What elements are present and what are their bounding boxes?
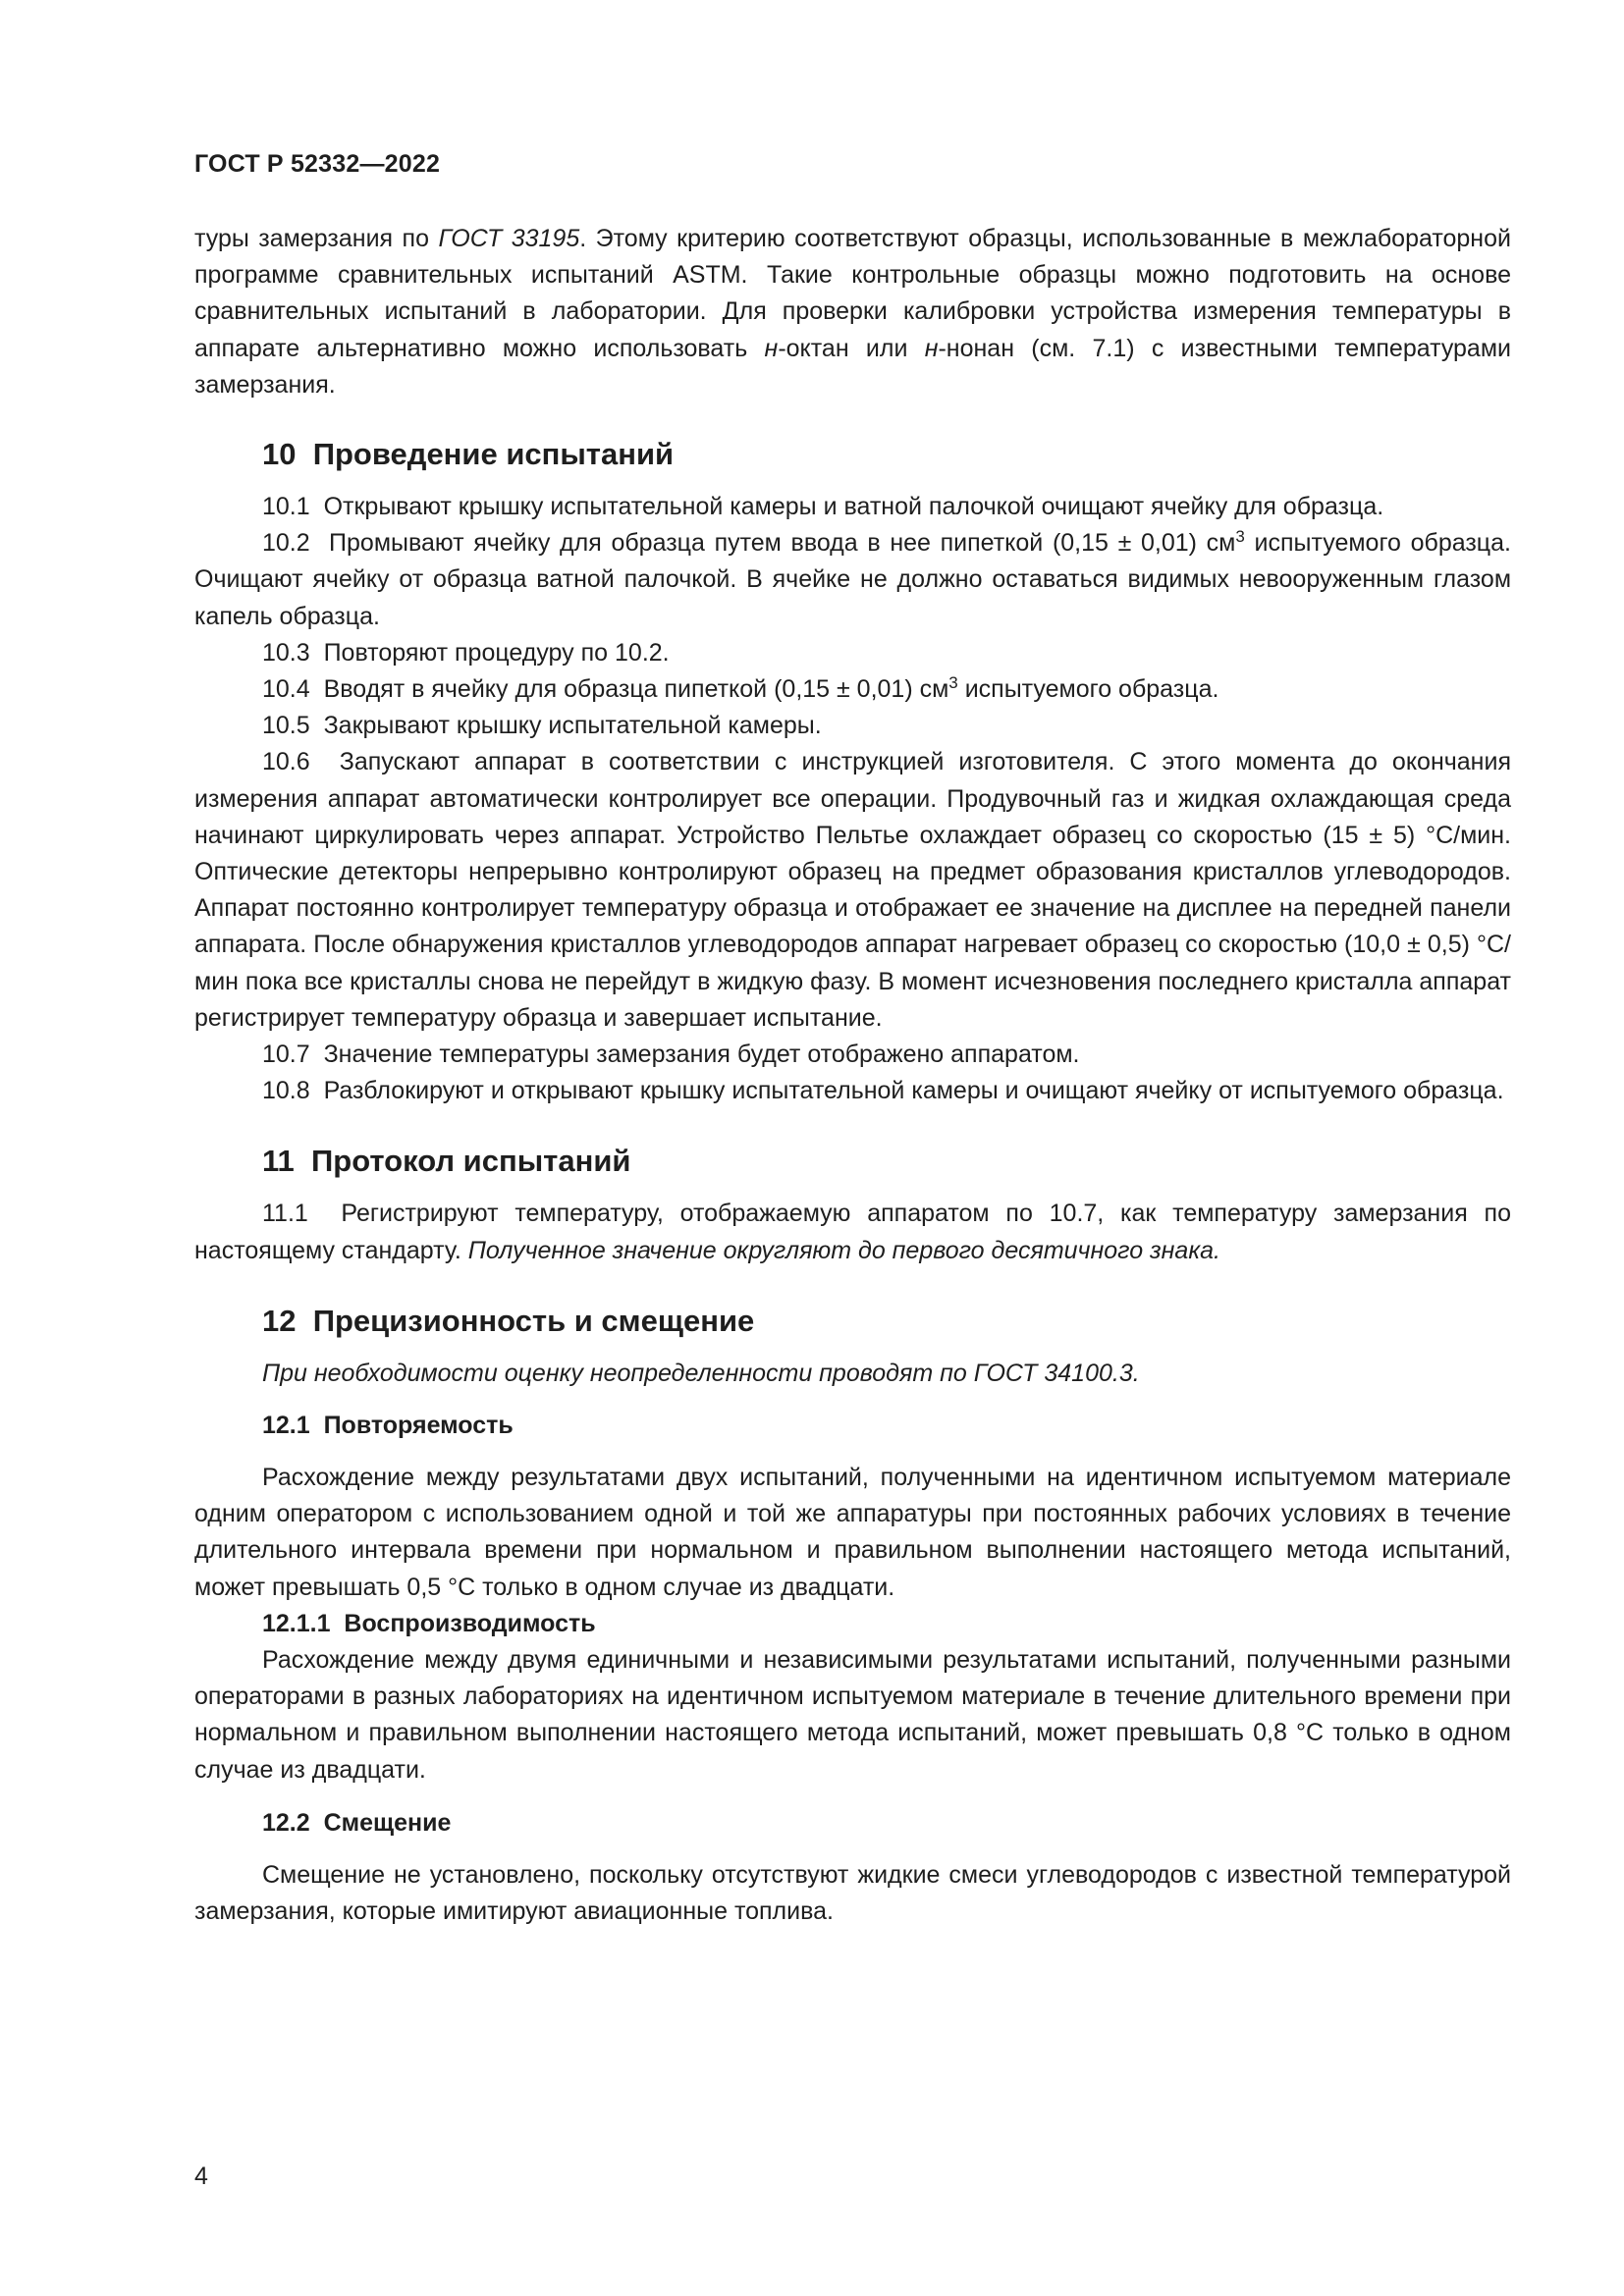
clause-italic-text: Полученное значение округляют до первого десятичного знака. <box>467 1236 1220 1264</box>
intro-text-1: туры замерзания по <box>194 225 439 252</box>
note-text-end: . <box>1132 1359 1140 1387</box>
section-11-title: Протокол испытаний <box>311 1144 631 1179</box>
clause-text: Разблокируют и открывают крышку испытательной камеры и очищают ячейку от испытуемого образца. <box>323 1077 1504 1105</box>
clause-10-8 <box>194 1073 1511 1109</box>
clause-text: Открывают крышку испытательной камеры и ватной палочкой очищают ячейку для образца. <box>323 493 1384 521</box>
subsection-12-1-heading <box>194 1408 1511 1444</box>
clause-number: 10.1 <box>262 493 310 521</box>
subsection-12-2-heading <box>194 1805 1511 1842</box>
clause-11-1 <box>194 1196 1511 1268</box>
clause-number: 10.7 <box>262 1041 310 1069</box>
clause-number: 10.5 <box>262 712 310 740</box>
clause-text: Закрывают крышку испытательной камеры. <box>323 712 822 740</box>
subsection-12-1-text: Расхождение между результатами двух испытаний, полученными на идентичном испытуемом материале одним оператором с использованием одной и той же аппаратуры при постоянных рабочих условиях в течение длительного интервала времени при нормальном и правильном выполнении настоящего метода испытаний, может превышать 0,5 °С только в одном случае из двадцати. <box>194 1464 1511 1601</box>
subsection-12-1-1-heading <box>194 1606 1511 1642</box>
section-11-heading <box>194 1142 1511 1181</box>
subsection-number: 12.1.1 <box>262 1609 331 1637</box>
intro-n-prefix-2: н <box>924 334 939 362</box>
clause-text: Запускают аппарат в соответствии с инструкцией изготовителя. С этого момента до окончания измерения аппарат автоматически контролирует все операции. Продувочный газ и жидкая охлаждающая среда начинают циркулировать через аппарат. Устройство Пельтье охлаждает образец со скоростью (15 ± 5) °С/мин. Оптические детекторы непрерывно контролируют образец на предмет образования кристаллов углеводородов. Аппарат постоянно контролирует температуру образца и отображает ее значение на дисплее на передней панели аппарата. После обнаружения кристаллов углеводородов аппарат нагревает образец со скоростью (10,0 ± 0,5) °С/мин пока все кристаллы снова не перейдут в жидкую фазу. В момент исчезновения последнего кристалла аппарат регистрирует температуру образца и завершает испытание. <box>194 748 1511 1032</box>
clause-10-2 <box>194 525 1511 635</box>
page-content <box>194 221 1511 1930</box>
clause-text-cont: испытуемого образца. Очищают ячейку от образца ватной палочкой. В ячейке не должно оставаться видимых невооруженным глазом капель образца. <box>194 529 1511 630</box>
section-12-heading <box>194 1302 1511 1341</box>
clause-text: Вводят в ячейку для образца пипеткой (0,15 ± 0,01) см <box>323 675 949 704</box>
section-10-heading <box>194 435 1511 474</box>
clause-text: Значение температуры замерзания будет отображено аппаратом. <box>323 1041 1080 1069</box>
clause-10-5 <box>194 708 1511 744</box>
subsection-12-1-1-text: Расхождение между двумя единичными и независимыми результатами испытаний, полученными разными операторами в разных лабораториях на идентичном испытуемом материале в течение длительного времени при нормальном и правильном выполнении настоящего метода испытаний, может превышать 0,8 °С только в одном случае из двадцати. <box>194 1645 1511 1784</box>
clause-number: 10.6 <box>262 748 310 776</box>
section-12-number: 12 <box>262 1303 297 1338</box>
clause-text: Промывают ячейку для образца путем ввода в нее пипеткой (0,15 ± 0,01) см <box>329 529 1236 558</box>
subsection-12-2-text: Смещение не установлено, поскольку отсутствуют жидкие смеси углеводородов с известной температурой замерзания, которые имитируют авиационные топлива. <box>194 1860 1511 1925</box>
gost-reference-link: ГОСТ 33195 <box>438 225 580 252</box>
clause-number: 10.2 <box>262 529 310 558</box>
note-text: При необходимости оценку неопределенности проводят по <box>262 1359 974 1387</box>
page-number: 4 <box>194 2163 208 2190</box>
clause-10-3 <box>194 635 1511 671</box>
gost-reference-link: ГОСТ 34100.3 <box>973 1359 1133 1387</box>
intro-text-2: . Этому критерию соответствуют образцы, использованные в межлабораторной программе сравнительных испытаний ASTM. Такие контрольные образцы можно подготовить на основе сравнительных испытаний в лаборатории. Для проверки калибровки устройства измерения температуры в аппарате альтернативно можно использовать <box>194 225 1511 362</box>
clause-number: 10.4 <box>262 675 310 704</box>
clause-10-4 <box>194 671 1511 708</box>
section-10-title: Проведение испытаний <box>312 437 675 472</box>
subsection-number: 12.1 <box>262 1412 310 1440</box>
section-11-number: 11 <box>262 1144 295 1179</box>
section-10-number: 10 <box>262 437 297 472</box>
clause-text: Регистрируют температуру, отображаемую аппаратом по 10.7, как температуру замерзания по настоящему стандарту. <box>194 1200 1511 1264</box>
intro-n-prefix-1: н <box>764 334 779 362</box>
clause-number: 11.1 <box>262 1200 308 1228</box>
intro-text-3: -октан или <box>778 334 925 362</box>
intro-paragraph <box>194 221 1511 403</box>
intro-text-4: -нонан (см. 7.1) с известными температурами замерзания. <box>194 334 1511 399</box>
page-header: ГОСТ Р 52332—2022 <box>194 150 441 178</box>
clause-text-cont: испытуемого образца. <box>957 675 1219 704</box>
clause-10-6 <box>194 744 1511 1037</box>
subsection-title: Воспроизводимость <box>344 1609 596 1637</box>
subsection-title: Смещение <box>323 1808 452 1837</box>
section-12-note <box>194 1356 1511 1392</box>
clause-number: 10.8 <box>262 1077 310 1105</box>
subsection-title: Повторяемость <box>323 1412 514 1440</box>
superscript-3: 3 <box>1235 527 1245 547</box>
clause-text: Повторяют процедуру по 10.2. <box>323 638 670 667</box>
clause-10-1 <box>194 489 1511 525</box>
superscript-3: 3 <box>948 673 958 693</box>
clause-10-7 <box>194 1037 1511 1073</box>
clause-number: 10.3 <box>262 638 310 667</box>
section-12-title: Прецизионность и смещение <box>312 1303 755 1338</box>
subsection-number: 12.2 <box>262 1808 310 1837</box>
